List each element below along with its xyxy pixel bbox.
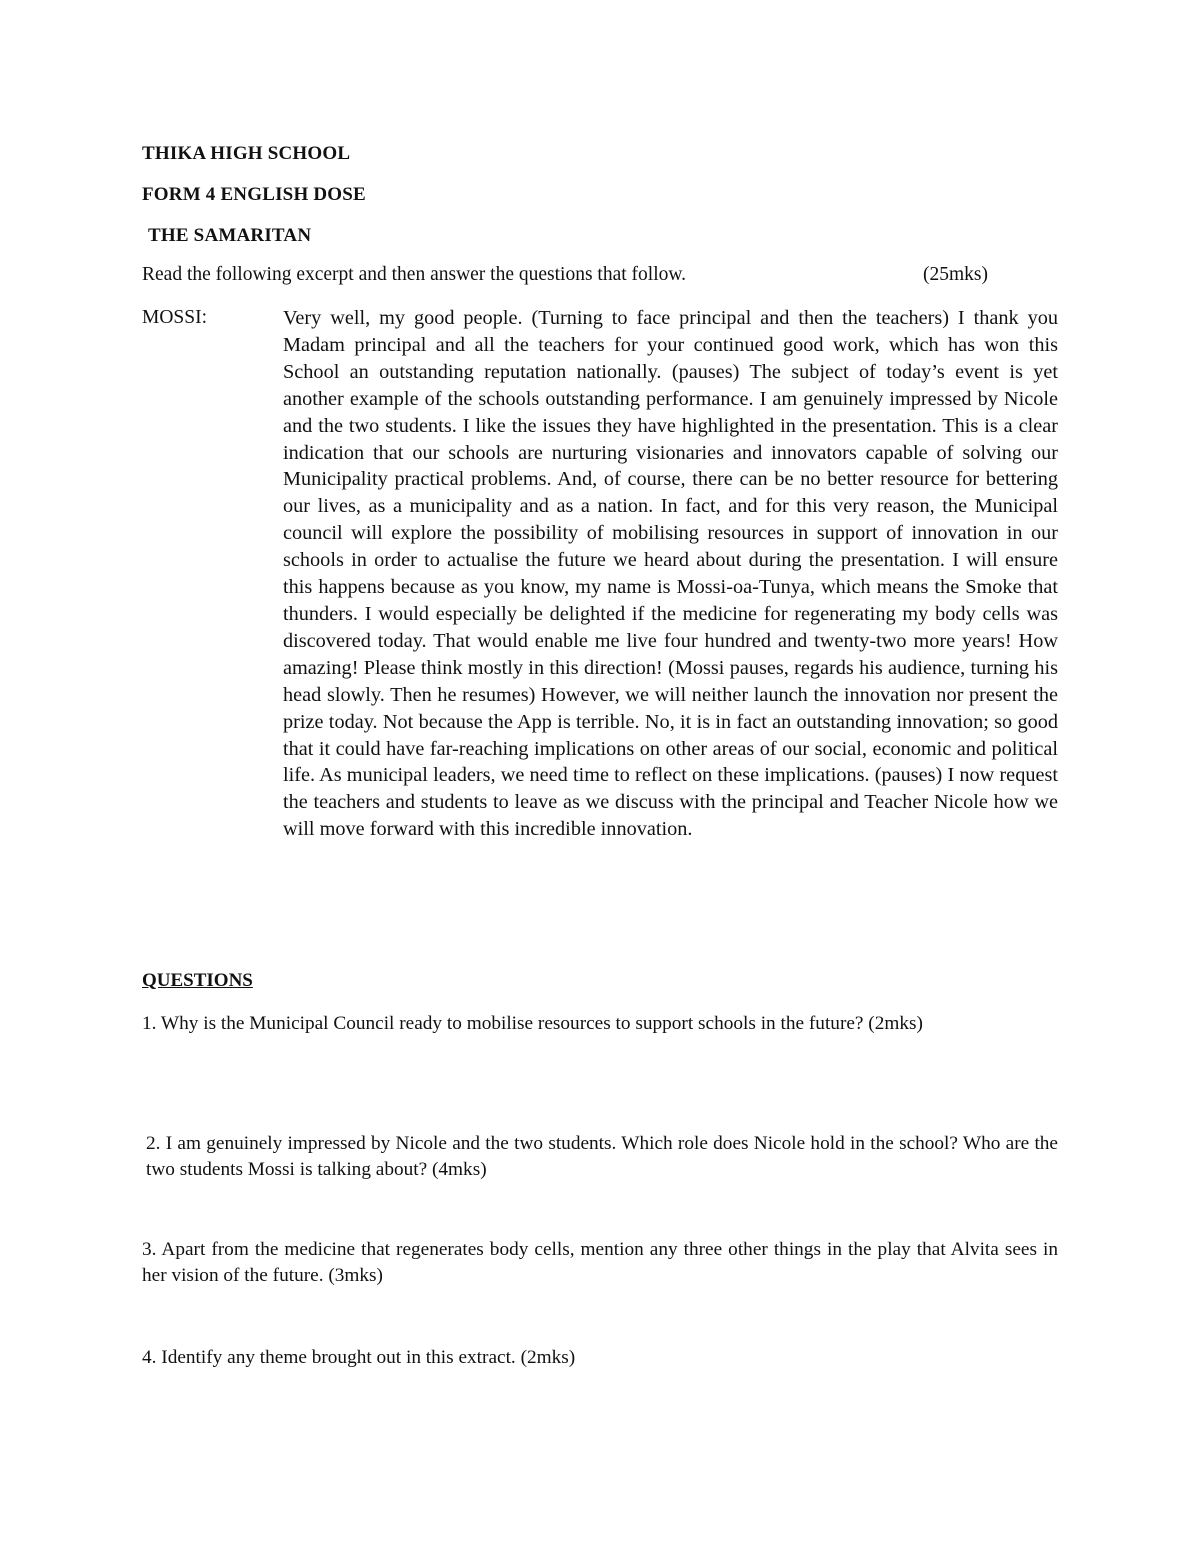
question-2: 2. I am genuinely impressed by Nicole and the two students. Which role does Nicole hold in the school? Who are the two students Mossi is talking about? (4mks) (146, 1133, 1058, 1180)
play-title: THE SAMARITAN (148, 225, 312, 246)
form-title: FORM 4 ENGLISH DOSE (142, 184, 366, 205)
total-marks: (25mks) (923, 264, 988, 285)
question-3: 3. Apart from the medicine that regenerates body cells, mention any three other things in the play that Alvita sees in her vision of the future. (3mks) (142, 1239, 1058, 1286)
instruction-line (142, 264, 1057, 286)
excerpt-text: Very well, my good people. (Turning to face principal and then the teachers) I thank you Madam principal and all the teachers for your continued good work, which has won this School an outstanding reputation nationally. (pauses) The subject of today’s event is yet another example of the schools outstanding performance. I am genuinely impressed by Nicole and the two students. I like the issues they have highlighted in the presentation. This is a clear indication that our schools are nurturing visionaries and innovators capable of solving our Municipality practical problems. And, of course, there can be no better resource for bettering our lives, as a municipality and as a nation. In fact, and for this very reason, the Municipal council will explore the possibility of mobilising resources in support of innovation in our schools in order to actualise the future we heard about during the presentation. I will ensure this happens because as you know, my name is Mossi-oa-Tunya, which means the Smoke that thunders. I would especially be delighted if the medicine for regenerating my body cells was discovered today. That would enable me live four hundred and twenty-two more years! How amazing! Please think mostly in this direction! (Mossi pauses, regards his audience, turning his head slowly. Then he resumes) However, we will neither launch the innovation nor present the prize today. Not because the App is terrible. No, it is in fact an outstanding innovation; so good that it could have far-reaching implications on other areas of our social, economic and political life. As municipal leaders, we need time to reflect on these implications. (pauses) I now request the teachers and students to leave as we discuss with the principal and Teacher Nicole how we will move forward with this incredible innovation. (283, 307, 1058, 841)
question-1: 1. Why is the Municipal Council ready to mobilise resources to support schools in the future? (2mks) (142, 1013, 923, 1034)
school-name: THIKA HIGH SCHOOL (142, 143, 351, 164)
instruction-text: Read the following excerpt and then answer the questions that follow. (142, 264, 687, 285)
question-4: 4. Identify any theme brought out in this extract. (2mks) (142, 1347, 576, 1368)
speaker-name: MOSSI: (142, 307, 208, 328)
questions-heading: QUESTIONS (142, 970, 253, 991)
